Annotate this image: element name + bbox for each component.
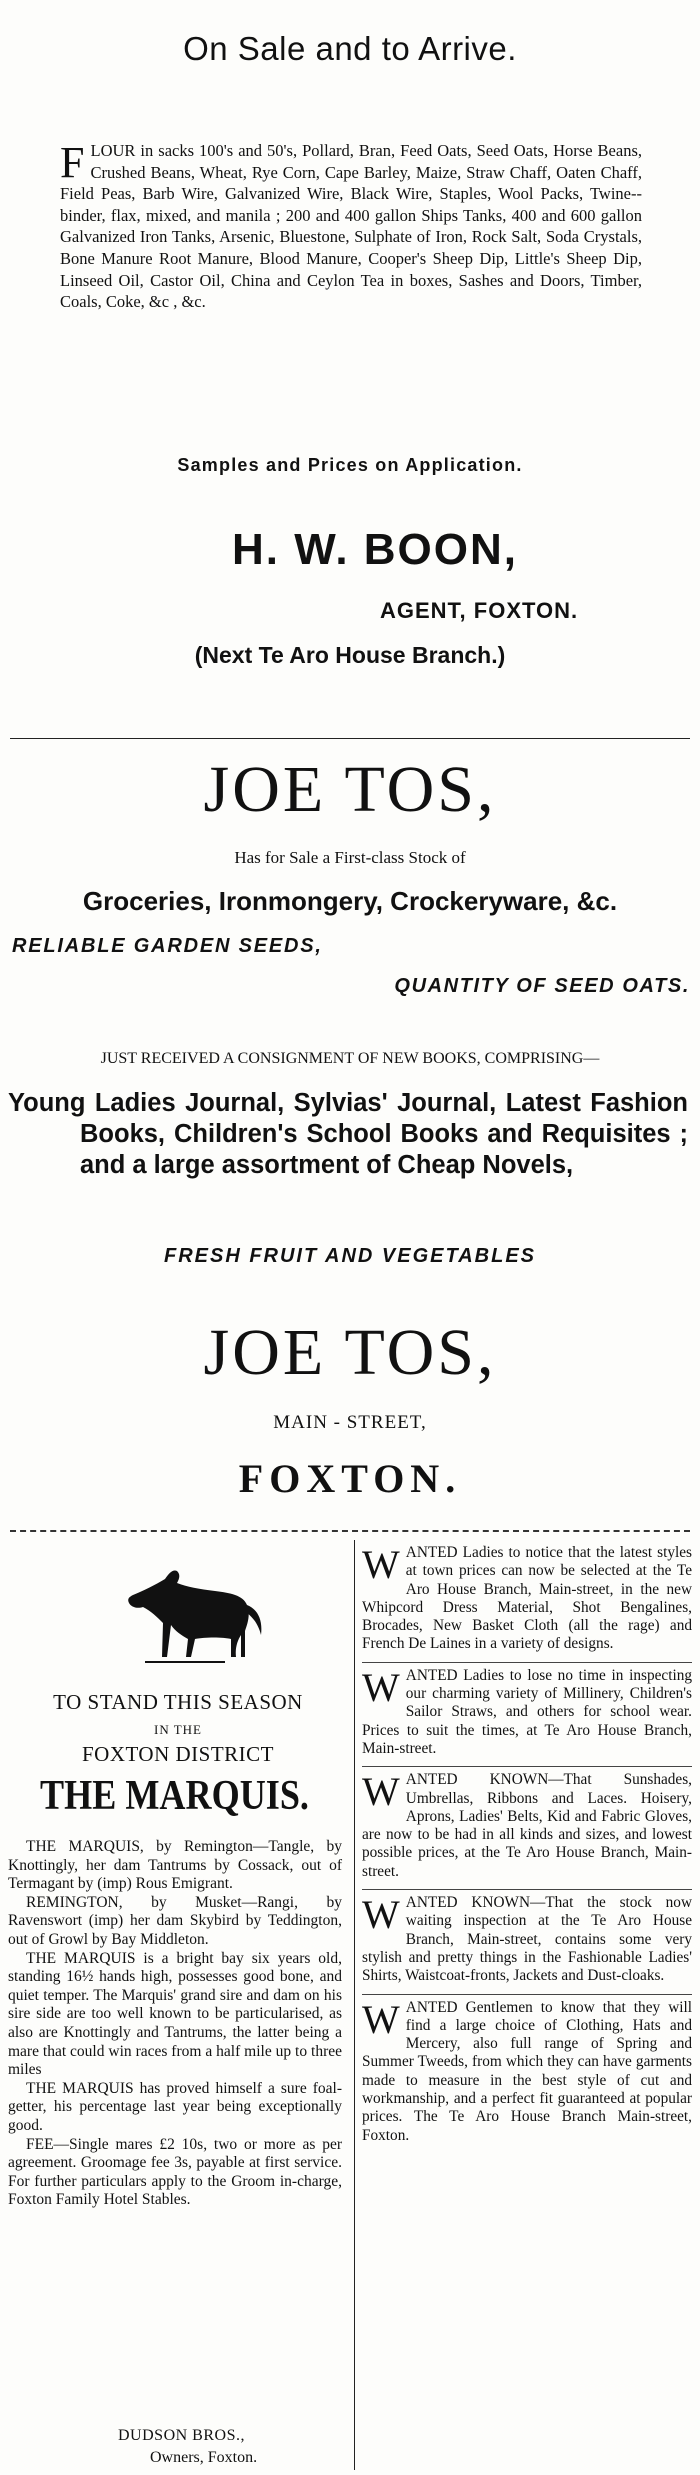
fee-paragraph: FEE—Single mares £2 10s, two or more as per agreement. Groomage fee 3s, payable at first service. For further particulars apply to the Groom in-charge, Foxton Family Hotel Stables.: [8, 2135, 342, 2209]
fruit-line: FRESH FRUIT AND VEGETABLES: [163, 1245, 536, 1267]
remington-paragraph: REMINGTON, by Musket—Rangi, by Ravenswort (imp) her dam Skybird by Teddington, out of Growl by Bay Middleton.: [8, 1893, 342, 1948]
drop-cap: W: [362, 1542, 400, 1587]
notice-divider: [362, 1994, 692, 1995]
notice-text: ANTED Gentlemen to know that they will find a large choice of Clothing, Hats and Mercery, also full range of Spring and Summer Tweeds, from which they can have garments made to measure in the best style of cut and workmanship, and a perfect fit guaranteed at popular prices. The Te Aro House Branch Main-street, Foxton.: [362, 1998, 692, 2144]
wanted-notice: [362, 1894, 692, 1985]
wanted-column: [362, 1544, 692, 2145]
divider: [10, 1530, 690, 1532]
shop-intro: Has for Sale a First-class Stock of: [234, 848, 466, 867]
notice-divider: [362, 1889, 692, 1890]
owners-signature: DUDSON BROS.,: [118, 2427, 245, 2444]
notice-divider: [362, 1766, 692, 1767]
notice-text: ANTED Ladies to lose no time in inspecting our charming variety of Millinery, Children's Sailor Straws, and others for school wear. Prices to suit the times, at Te Aro House Branch, Main-street.: [362, 1666, 692, 1757]
drop-cap: W: [362, 1892, 400, 1938]
horse-icon: [95, 1565, 275, 1683]
drop-cap: W: [362, 1664, 400, 1710]
books-list: Young Ladies Journal, Sylvias' Journal, Latest Fashion Books, Children's School Books and Requisites ; and a large assortment of Cheap Novels,: [8, 1089, 688, 1179]
consignment-line: JUST RECEIVED A CONSIGNMENT OF NEW BOOKS, COMPRISING—: [100, 1050, 600, 1067]
shop-name: JOE TOS,: [203, 753, 497, 826]
owners-location: Owners, Foxton.: [150, 2449, 258, 2466]
notice-text: ANTED Ladies to notice that the latest styles at town prices can now be selected at the Te Aro House Branch, Main-street, in the new Whipcord Dress Material, Shot Bengalines, Brocades, New Basket Cloth (all the rage) and French De Laines in a variety of designs.: [362, 1544, 692, 1653]
oats-line: QUANTITY OF SEED OATS.: [394, 975, 690, 997]
drop-cap: F: [60, 138, 85, 187]
notice-divider: [362, 1662, 692, 1663]
agent-line: AGENT, FOXTON.: [380, 598, 579, 623]
record-paragraph: THE MARQUIS has proved himself a sure foal-getter, his percentage last year being exceptionally good.: [8, 2079, 342, 2134]
stand-line: TO STAND THIS SEASON: [53, 1690, 303, 1714]
drop-cap: W: [362, 1996, 400, 2042]
wanted-notice: [362, 1996, 692, 2145]
seeds-line: RELIABLE GARDEN SEEDS,: [12, 935, 323, 957]
wanted-notice: [362, 1771, 692, 1881]
wanted-notice: [362, 1664, 692, 1758]
in-the-line: IN THE: [153, 1722, 202, 1737]
district-line: FOXTON DISTRICT: [81, 1742, 275, 1766]
location-line: (Next Te Aro House Branch.): [194, 642, 506, 668]
ad-body: [60, 140, 642, 313]
description-paragraph: THE MARQUIS is a bright bay six years old, standing 16½ hands high, possesses good bone, and quiet temper. The Marquis' grand sire and dam on his sire side are too well known to be particularised, as also are Knottingly and Tantrums, the latter being a mare that could win races from a half mile up to three miles: [8, 1949, 342, 2079]
pedigree-paragraph: THE MARQUIS, by Remington—Tangle, by Knottingly, her dam Tantrums by Cossack, out of Termagant by (imp) Rous Emigrant.: [8, 1838, 342, 1893]
column-divider: [354, 1540, 355, 2470]
goods-list: LOUR in sacks 100's and 50's, Pollard, Bran, Feed Oats, Seed Oats, Horse Beans, Crushed Beans, Wheat, Rye Corn, Cape Barley, Maize, Straw Chaff, Oaten Chaff, Field Peas, Barb Wire, Galvanized Wire, Black Wire, Staples, Wool Packs, Twine--binder, flax, mixed, and manila ; 200 and 400 gallon Ships Tanks, 400 and 600 gallon Galvanized Iron Tanks, Arsenic, Bluestone, Sulphate of Iron, Rock Salt, Soda Crystals, Bone Manure Root Manure, Blood Manure, Cooper's Sheep Dip, Little's Sheep Dip, Linseed Oil, Castor Oil, China and Ceylon Tea in boxes, Sashes and Doors, Timber, Coals, Coke, &c , &c.: [60, 141, 642, 312]
notice-text: ANTED KNOWN—That the stock now waiting inspection at the Te Aro House Branch, Main-street, contains some very stylish and pretty things in the Fashionable Ladies' Shirts, Waistcoat-fronts, Jackets and Dust-cloaks.: [362, 1894, 692, 1985]
stallion-details: [8, 1838, 342, 2210]
merchant-name: H. W. BOON,: [232, 525, 518, 574]
ad-heading: On Sale and to Arrive.: [183, 30, 517, 67]
drop-cap: W: [362, 1769, 400, 1815]
stallion-name: THE MARQUIS.: [40, 1773, 309, 1819]
samples-line: Samples and Prices on Application.: [177, 455, 523, 475]
shop-name-2: JOE TOS,: [203, 1316, 497, 1389]
goods-line: Groceries, Ironmongery, Crockeryware, &c.: [82, 886, 618, 916]
town-line: FOXTON.: [238, 1456, 462, 1501]
divider: [10, 738, 690, 739]
wanted-notice: [362, 1544, 692, 1654]
street-line: MAIN - STREET,: [273, 1412, 427, 1433]
notice-text: ANTED KNOWN—That Sunshades, Umbrellas, Ribbons and Laces. Hoisery, Aprons, Ladies' Belts, Kid and Fabric Gloves, are now to be had in all kinds and sizes, and lowest possible prices, at the Te Aro House Branch, Main-street.: [362, 1771, 692, 1880]
